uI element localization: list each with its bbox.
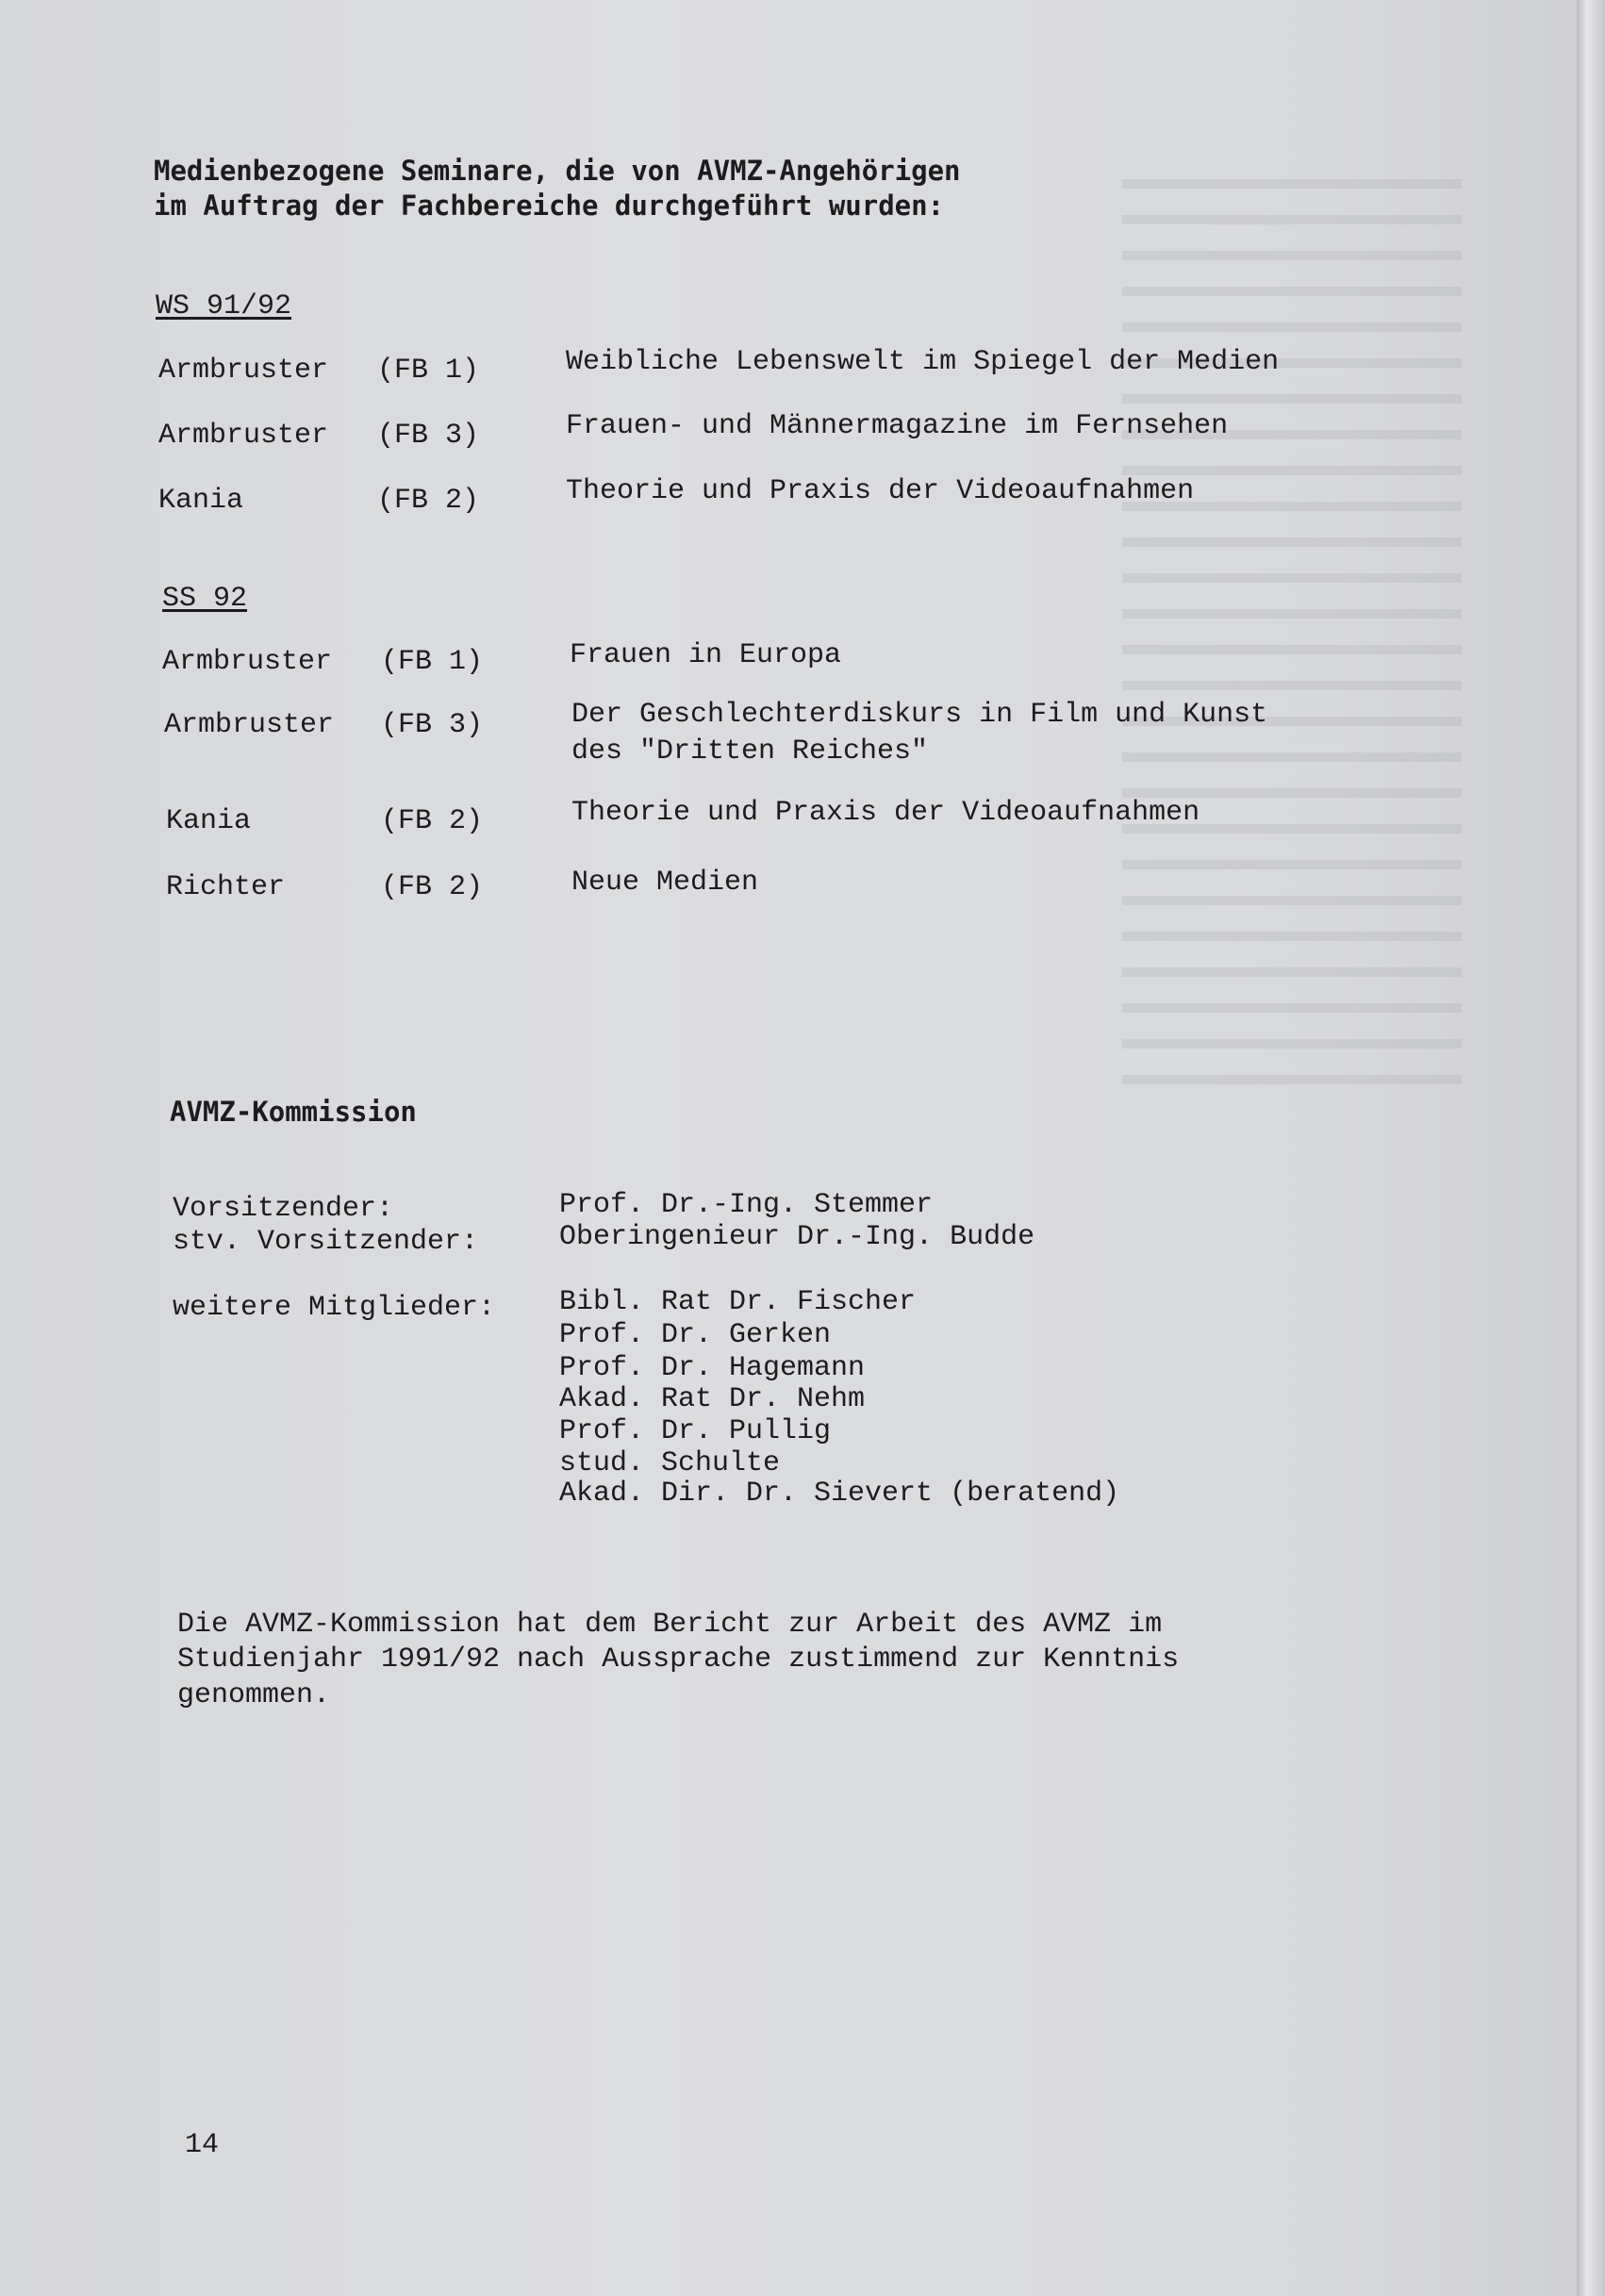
- closing-line-2: Studienjahr 1991/92 nach Aussprache zustimmend zur Kenntnis: [177, 1644, 1180, 1676]
- member-item: Prof. Dr. Hagemann: [559, 1352, 866, 1384]
- department-label: (FB 3): [381, 709, 484, 741]
- seminar-topic: Theorie und Praxis der Videoaufnahmen: [571, 797, 1200, 829]
- commission-title: AVMZ-Kommission: [170, 1096, 417, 1128]
- seminar-topic: Theorie und Praxis der Videoaufnahmen: [566, 475, 1195, 507]
- semester-label-ws: WS 91/92: [156, 290, 292, 322]
- lecturer-name: Armbruster: [158, 420, 329, 452]
- page-number: 14: [185, 2129, 220, 2161]
- member-item: Prof. Dr. Pullig: [559, 1415, 832, 1447]
- member-item: Bibl. Rat Dr. Fischer: [559, 1286, 917, 1318]
- seminar-topic: Frauen in Europa: [570, 639, 842, 671]
- lecturer-name: Kania: [158, 485, 244, 517]
- lecturer-name: Armbruster: [164, 709, 335, 741]
- semester-label-ss: SS 92: [162, 583, 248, 615]
- member-item: Akad. Rat Dr. Nehm: [559, 1383, 866, 1415]
- seminar-topic: Weibliche Lebenswelt im Spiegel der Medien: [566, 346, 1280, 378]
- heading-line-1: Medienbezogene Seminare, die von AVMZ-Angehörigen: [154, 155, 961, 187]
- heading-line-2: im Auftrag der Fachbereiche durchgeführt wurden:: [154, 190, 945, 222]
- members-label: weitere Mitglieder:: [173, 1292, 496, 1324]
- member-item: Prof. Dr. Gerken: [559, 1319, 832, 1351]
- department-label: (FB 1): [381, 646, 484, 678]
- lecturer-name: Richter: [166, 871, 286, 903]
- seminar-topic: Neue Medien: [571, 867, 759, 899]
- seminar-topic-continued: des "Dritten Reiches": [571, 735, 929, 768]
- lecturer-name: Armbruster: [162, 646, 333, 678]
- member-item: stud. Schulte: [559, 1447, 781, 1479]
- department-label: (FB 1): [377, 355, 480, 387]
- department-label: (FB 2): [377, 485, 480, 517]
- show-through-bleed: [1122, 160, 1462, 1103]
- member-item: Akad. Dir. Dr. Sievert (beratend): [559, 1478, 1120, 1510]
- department-label: (FB 3): [377, 420, 480, 452]
- vice-chair-label: stv. Vorsitzender:: [173, 1226, 479, 1258]
- chair-name: Prof. Dr.-Ing. Stemmer: [559, 1189, 934, 1221]
- vice-chair-name: Oberingenieur Dr.-Ing. Budde: [559, 1221, 1035, 1253]
- seminar-topic: Frauen- und Männermagazine im Fernsehen: [566, 410, 1229, 442]
- closing-line-3: genommen.: [177, 1679, 331, 1711]
- lecturer-name: Armbruster: [158, 355, 329, 387]
- page-edge: [1577, 0, 1605, 2296]
- chair-label: Vorsitzender:: [173, 1193, 394, 1225]
- seminar-topic: Der Geschlechterdiskurs in Film und Kunst: [571, 699, 1268, 731]
- closing-line-1: Die AVMZ-Kommission hat dem Bericht zur Arbeit des AVMZ im: [177, 1609, 1163, 1641]
- department-label: (FB 2): [381, 805, 484, 837]
- lecturer-name: Kania: [166, 805, 252, 837]
- department-label: (FB 2): [381, 871, 484, 903]
